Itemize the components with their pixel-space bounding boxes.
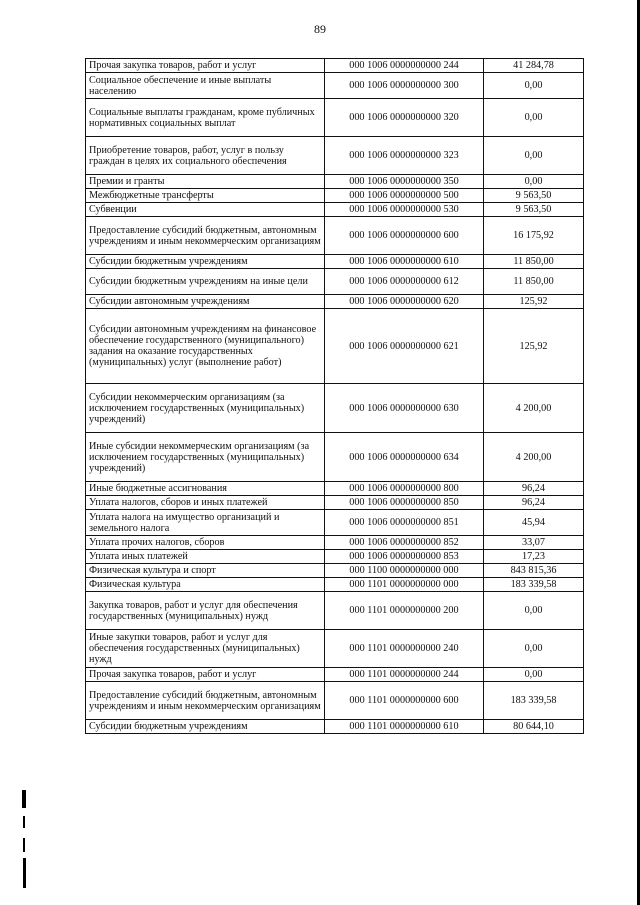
cell-name: Субсидии автономным учреждениям bbox=[86, 295, 325, 309]
cell-code: 000 1101 0000000000 200 bbox=[325, 592, 484, 630]
table-row bbox=[86, 668, 584, 682]
cell-sum: 9 563,50 bbox=[484, 189, 584, 203]
table-row bbox=[86, 269, 584, 295]
cell-sum: 80 644,10 bbox=[484, 720, 584, 734]
cell-code: 000 1006 0000000000 500 bbox=[325, 189, 484, 203]
cell-sum: 17,23 bbox=[484, 550, 584, 564]
cell-code: 000 1006 0000000000 612 bbox=[325, 269, 484, 295]
cell-sum: 183 339,58 bbox=[484, 578, 584, 592]
table-row bbox=[86, 189, 584, 203]
cell-name: Уплата налогов, сборов и иных платежей bbox=[86, 496, 325, 510]
cell-code: 000 1101 0000000000 244 bbox=[325, 668, 484, 682]
cell-code: 000 1006 0000000000 850 bbox=[325, 496, 484, 510]
table-row bbox=[86, 550, 584, 564]
cell-name: Межбюджетные трансферты bbox=[86, 189, 325, 203]
cell-sum: 96,24 bbox=[484, 496, 584, 510]
cell-name: Субвенции bbox=[86, 203, 325, 217]
cell-name: Иные субсидии некоммерческим организациям (за исключением государственных (муниципальных) учреждений) bbox=[86, 433, 325, 482]
table-row bbox=[86, 175, 584, 189]
cell-sum: 41 284,78 bbox=[484, 59, 584, 73]
cell-name: Приобретение товаров, работ, услуг в пользу граждан в целях их социального обеспечения bbox=[86, 137, 325, 175]
table-row bbox=[86, 720, 584, 734]
table-row bbox=[86, 255, 584, 269]
cell-name: Премии и гранты bbox=[86, 175, 325, 189]
page-number: 89 bbox=[314, 22, 326, 36]
cell-code: 000 1101 0000000000 610 bbox=[325, 720, 484, 734]
cell-code: 000 1006 0000000000 621 bbox=[325, 309, 484, 384]
cell-code: 000 1006 0000000000 244 bbox=[325, 59, 484, 73]
cell-sum: 11 850,00 bbox=[484, 269, 584, 295]
cell-code: 000 1006 0000000000 620 bbox=[325, 295, 484, 309]
cell-sum: 0,00 bbox=[484, 592, 584, 630]
cell-code: 000 1006 0000000000 634 bbox=[325, 433, 484, 482]
budget-table-body bbox=[86, 59, 584, 734]
cell-sum: 45,94 bbox=[484, 510, 584, 536]
cell-code: 000 1006 0000000000 630 bbox=[325, 384, 484, 433]
cell-code: 000 1006 0000000000 530 bbox=[325, 203, 484, 217]
cell-code: 000 1006 0000000000 600 bbox=[325, 217, 484, 255]
table-row bbox=[86, 578, 584, 592]
cell-sum: 0,00 bbox=[484, 668, 584, 682]
cell-name: Субсидии бюджетным учреждениям bbox=[86, 255, 325, 269]
cell-sum: 11 850,00 bbox=[484, 255, 584, 269]
cell-sum: 33,07 bbox=[484, 536, 584, 550]
cell-name: Предоставление субсидий бюджетным, автономным учреждениям и иным некоммерческим организациям bbox=[86, 217, 325, 255]
table-row bbox=[86, 536, 584, 550]
scan-artifact-mark bbox=[23, 858, 26, 888]
cell-code: 000 1101 0000000000 240 bbox=[325, 630, 484, 668]
cell-code: 000 1006 0000000000 610 bbox=[325, 255, 484, 269]
cell-name: Социальное обеспечение и иные выплаты населению bbox=[86, 73, 325, 99]
cell-code: 000 1006 0000000000 853 bbox=[325, 550, 484, 564]
cell-code: 000 1006 0000000000 852 bbox=[325, 536, 484, 550]
cell-sum: 0,00 bbox=[484, 175, 584, 189]
cell-code: 000 1006 0000000000 350 bbox=[325, 175, 484, 189]
cell-name: Закупка товаров, работ и услуг для обеспечения государственных (муниципальных) нужд bbox=[86, 592, 325, 630]
table-row bbox=[86, 630, 584, 668]
table-row bbox=[86, 59, 584, 73]
cell-sum: 183 339,58 bbox=[484, 682, 584, 720]
cell-sum: 0,00 bbox=[484, 630, 584, 668]
cell-sum: 0,00 bbox=[484, 137, 584, 175]
cell-name: Иные закупки товаров, работ и услуг для обеспечения государственных (муниципальных) нужд bbox=[86, 630, 325, 668]
table-row bbox=[86, 309, 584, 384]
cell-name: Физическая культура bbox=[86, 578, 325, 592]
table-row bbox=[86, 137, 584, 175]
cell-code: 000 1101 0000000000 600 bbox=[325, 682, 484, 720]
table-row bbox=[86, 592, 584, 630]
table-row bbox=[86, 99, 584, 137]
cell-name: Предоставление субсидий бюджетным, автономным учреждениям и иным некоммерческим организациям bbox=[86, 682, 325, 720]
cell-sum: 4 200,00 bbox=[484, 433, 584, 482]
cell-sum: 96,24 bbox=[484, 482, 584, 496]
cell-name: Иные бюджетные ассигнования bbox=[86, 482, 325, 496]
table-row bbox=[86, 482, 584, 496]
cell-sum: 4 200,00 bbox=[484, 384, 584, 433]
cell-sum: 125,92 bbox=[484, 309, 584, 384]
table-row bbox=[86, 295, 584, 309]
cell-sum: 0,00 bbox=[484, 73, 584, 99]
table-row bbox=[86, 203, 584, 217]
cell-name: Субсидии автономным учреждениям на финансовое обеспечение государственного (муниципального) задания на оказание государственных (муниципальных) услуг (выполнение работ) bbox=[86, 309, 325, 384]
cell-sum: 0,00 bbox=[484, 99, 584, 137]
cell-code: 000 1006 0000000000 320 bbox=[325, 99, 484, 137]
table-row bbox=[86, 73, 584, 99]
cell-code: 000 1101 0000000000 000 bbox=[325, 578, 484, 592]
cell-sum: 843 815,36 bbox=[484, 564, 584, 578]
cell-name: Субсидии бюджетным учреждениям bbox=[86, 720, 325, 734]
cell-code: 000 1006 0000000000 300 bbox=[325, 73, 484, 99]
scan-artifact-mark bbox=[23, 816, 25, 828]
cell-code: 000 1006 0000000000 323 bbox=[325, 137, 484, 175]
cell-sum: 125,92 bbox=[484, 295, 584, 309]
table-row bbox=[86, 496, 584, 510]
cell-code: 000 1006 0000000000 800 bbox=[325, 482, 484, 496]
cell-code: 000 1100 0000000000 000 bbox=[325, 564, 484, 578]
cell-name: Физическая культура и спорт bbox=[86, 564, 325, 578]
table-row bbox=[86, 510, 584, 536]
cell-name: Субсидии некоммерческим организациям (за исключением государственных (муниципальных) учреждений) bbox=[86, 384, 325, 433]
table-row bbox=[86, 217, 584, 255]
scan-artifact-mark bbox=[22, 790, 26, 808]
budget-table bbox=[85, 58, 584, 734]
scan-artifact-mark bbox=[23, 838, 25, 852]
cell-sum: 9 563,50 bbox=[484, 203, 584, 217]
cell-sum: 16 175,92 bbox=[484, 217, 584, 255]
table-row bbox=[86, 384, 584, 433]
cell-name: Прочая закупка товаров, работ и услуг bbox=[86, 668, 325, 682]
cell-code: 000 1006 0000000000 851 bbox=[325, 510, 484, 536]
cell-name: Уплата прочих налогов, сборов bbox=[86, 536, 325, 550]
cell-name: Субсидии бюджетным учреждениям на иные цели bbox=[86, 269, 325, 295]
cell-name: Уплата иных платежей bbox=[86, 550, 325, 564]
cell-name: Социальные выплаты гражданам, кроме публичных нормативных социальных выплат bbox=[86, 99, 325, 137]
cell-name: Прочая закупка товаров, работ и услуг bbox=[86, 59, 325, 73]
table-row bbox=[86, 564, 584, 578]
table-row bbox=[86, 682, 584, 720]
cell-name: Уплата налога на имущество организаций и земельного налога bbox=[86, 510, 325, 536]
table-row bbox=[86, 433, 584, 482]
